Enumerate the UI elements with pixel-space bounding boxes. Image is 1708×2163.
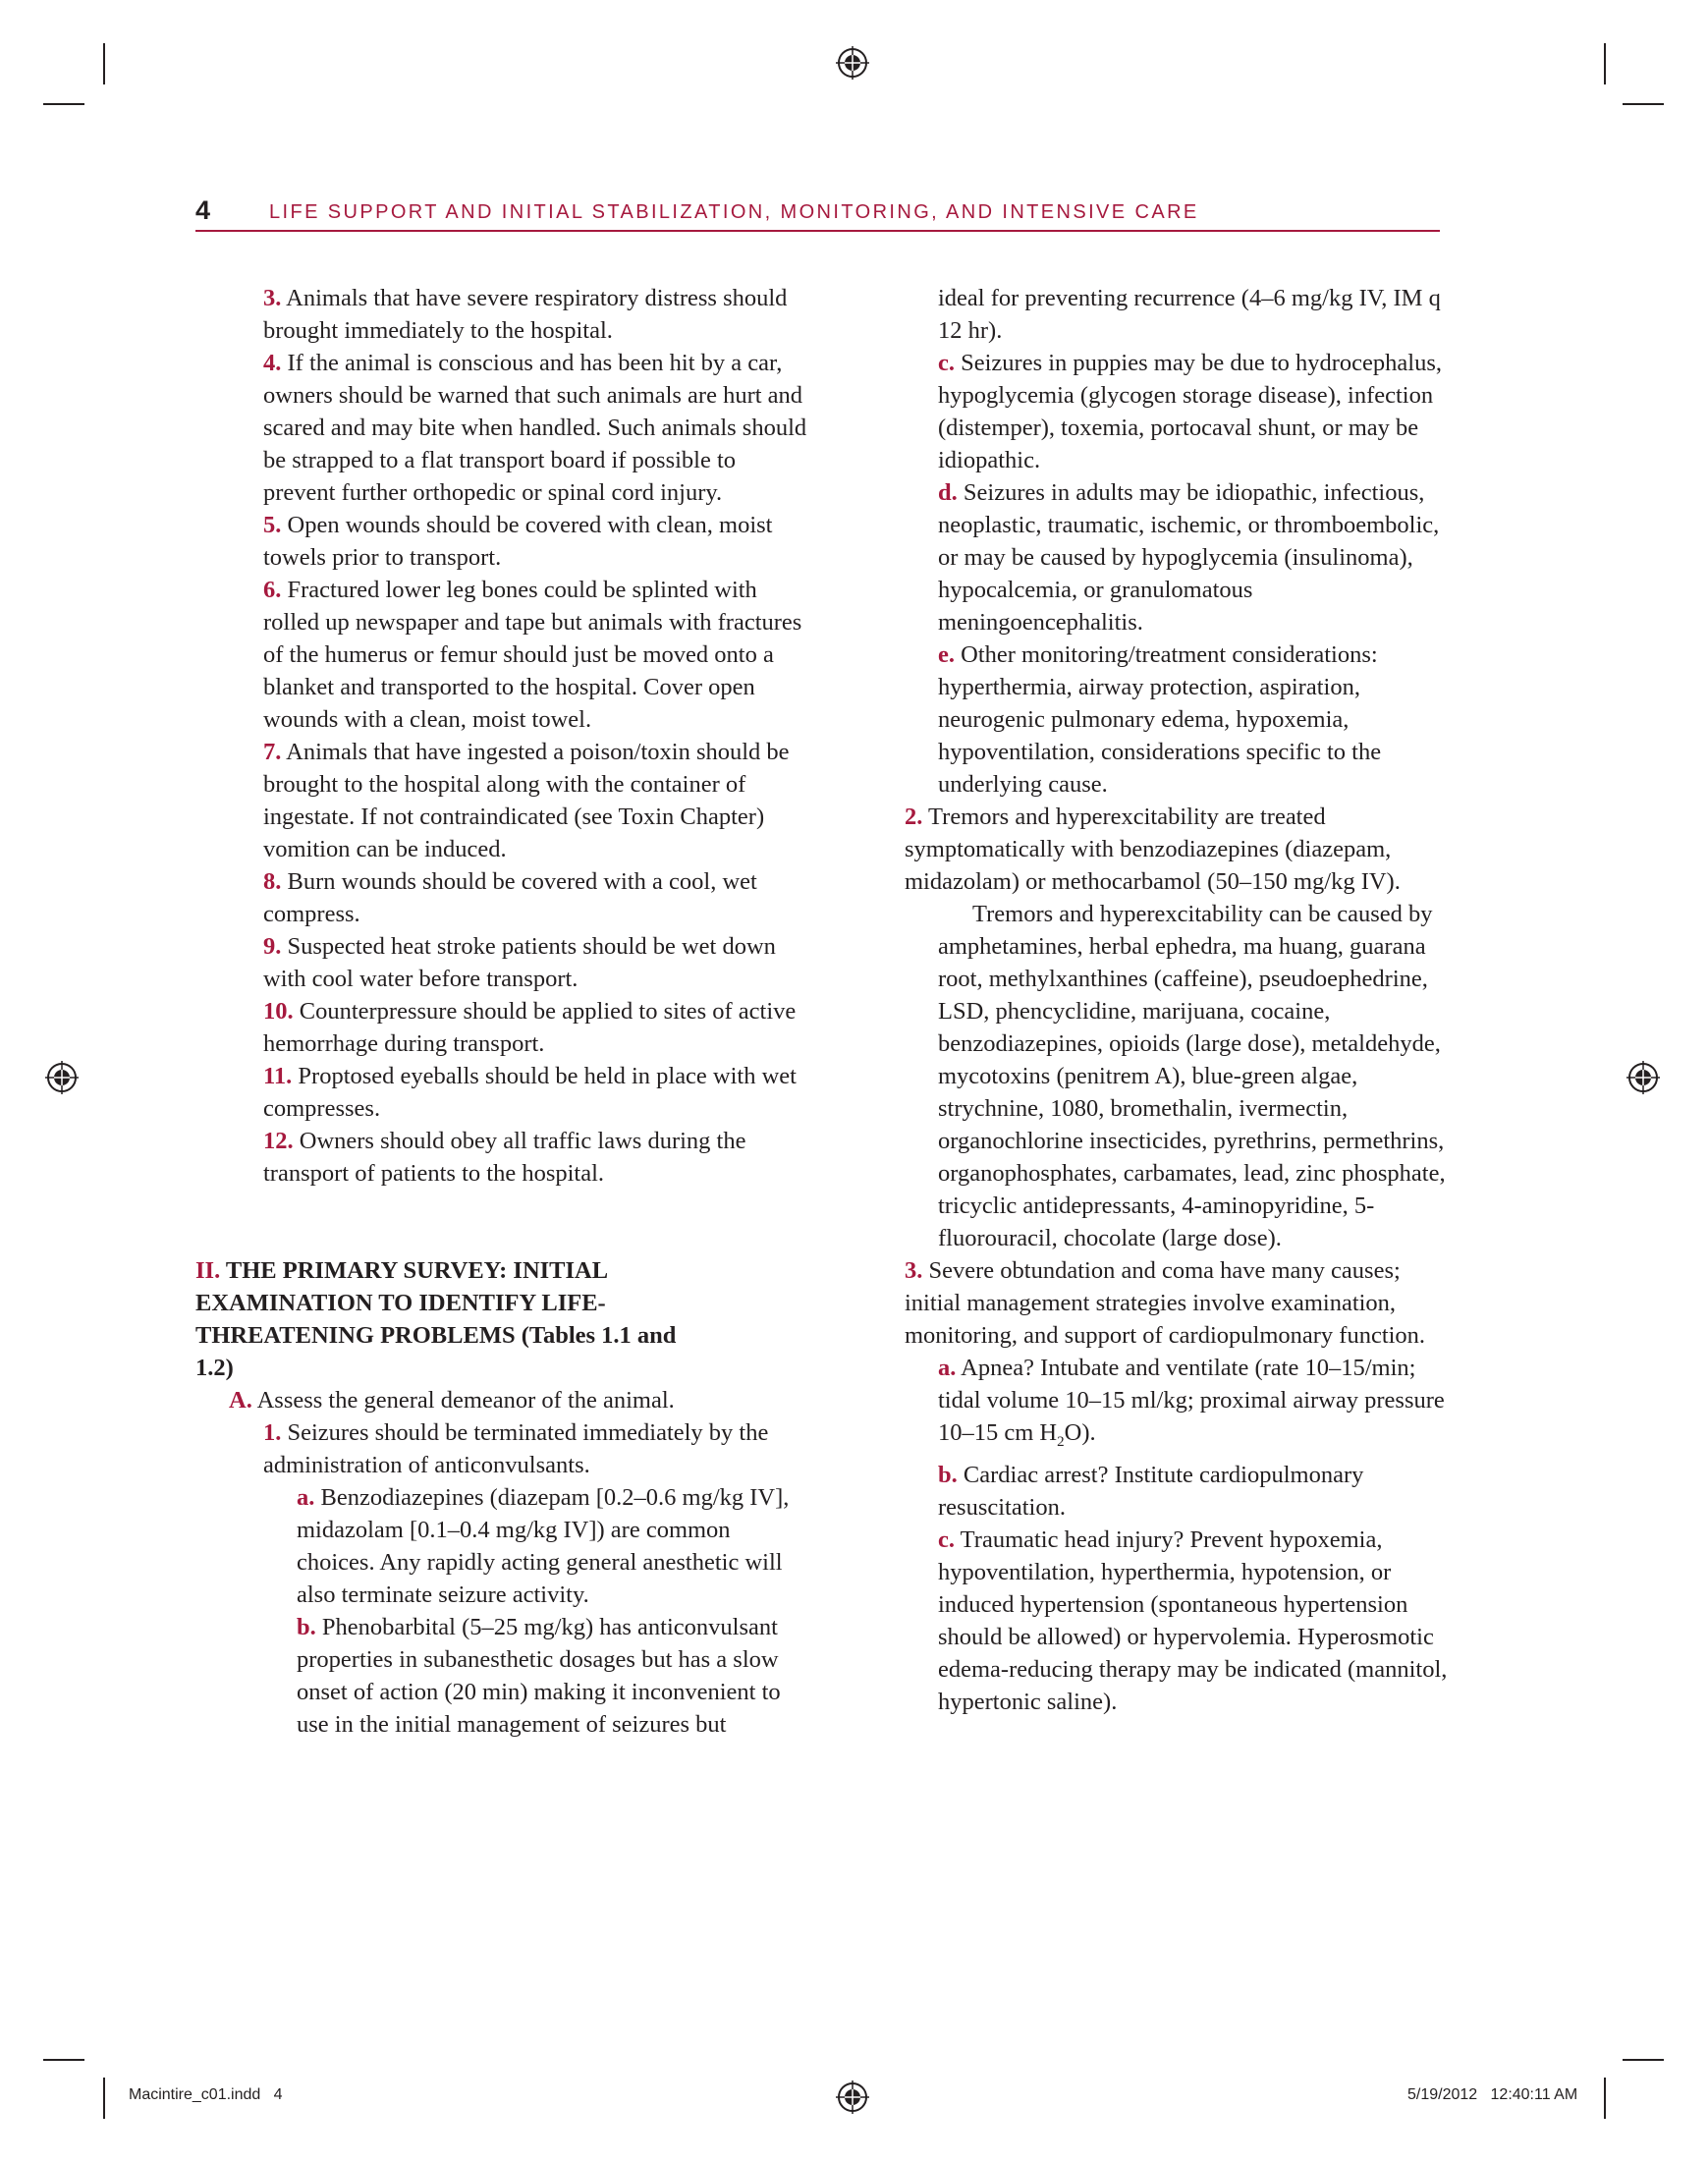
crop-mark-icon (1604, 43, 1606, 84)
list-item: e. Other monitoring/treatment considerations: hyperthermia, airway protection, aspiration, neurogenic pulmonary edema, hypoxemia, hypoventilation, considerations specific to the underlying cause. (938, 641, 1382, 798)
crop-mark-icon (1623, 103, 1664, 105)
footer-file-name: Macintire_c01.indd 4 (129, 2086, 283, 2103)
registration-mark-icon (836, 46, 869, 80)
registration-mark-icon (836, 2080, 869, 2114)
left-column (195, 282, 809, 1741)
list-item: 11. Proptosed eyeballs should be held in place with wet compresses. (263, 1063, 797, 1122)
crop-mark-icon (43, 103, 84, 105)
list-item: c. Seizures in puppies may be due to hydrocephalus, hypoglycemia (glycogen storage disease), infection (distemper), toxemia, portocaval shunt, or may be idiopathic. (938, 350, 1443, 473)
list-item: d. Seizures in adults may be idiopathic, infectious, neoplastic, traumatic, ischemic, or thromboembolic, or may be caused by hypoglycemia (insulinoma), hypocalcemia, or granulomatous meningoencephalitis. (938, 479, 1440, 636)
list-item: 8. Burn wounds should be covered with a cool, wet compress. (263, 868, 757, 927)
list-item: 3. Animals that have severe respiratory distress should brought immediately to the hospital. (263, 285, 788, 344)
registration-mark-icon (45, 1061, 79, 1094)
crop-mark-icon (1623, 2059, 1664, 2061)
crop-mark-icon (103, 2078, 105, 2119)
note-paragraph: Tremors and hyperexcitability can be caused by amphetamines, herbal ephedra, ma huang, guarana root, methylxanthines (caffeine), pseudoephedrine, LSD, phencyclidine, marijuana, cocaine, benzodiazepines, opioids (large dose), metaldehyde, mycotoxins (penitrem A), blue-green algae, strychnine, 1080, bromethalin, ivermectin, organochlorine insecticides, pyrethrins, permethrins, organophosphates, carbamates, lead, zinc phosphate, tricyclic antidepressants, 4-aminopyridine, 5-fluorouracil, chocolate (large dose). (938, 901, 1446, 1251)
list-item: ideal for preventing recurrence (4–6 mg/kg IV, IM q 12 hr). (938, 285, 1441, 344)
running-header: LIFE SUPPORT AND INITIAL STABILIZATION, MONITORING, AND INTENSIVE CARE (269, 201, 1199, 223)
list-item: 10. Counterpressure should be applied to sites of active hemorrhage during transport. (263, 998, 797, 1057)
header-rule (195, 230, 1440, 232)
list-item: 9. Suspected heat stroke patients should be wet down with cool water before transport. (263, 933, 776, 992)
crop-mark-icon (103, 43, 105, 84)
footer-timestamp: 5/19/2012 12:40:11 AM (1407, 2086, 1578, 2103)
right-column (905, 282, 1455, 1718)
list-item: 5. Open wounds should be covered with clean, moist towels prior to transport. (263, 512, 773, 571)
list-item: 7. Animals that have ingested a poison/toxin should be brought to the hospital along with the container of ingestate. If not contraindicated (see Toxin Chapter) vomition can be induced. (263, 739, 790, 862)
list-item: 12. Owners should obey all traffic laws during the transport of patients to the hospital. (263, 1128, 746, 1187)
list-item: A. Assess the general demeanor of the animal. (229, 1387, 675, 1414)
section-heading: II. THE PRIMARY SURVEY: INITIAL EXAMINATION TO IDENTIFY LIFE-THREATENING PROBLEMS (Tables 1.1 and 1.2) (195, 1257, 677, 1381)
list-item: c. Traumatic head injury? Prevent hypoxemia, hypoventilation, hyperthermia, hypotension, or induced hypertension (spontaneous hypertension should be allowed) or hypervolemia. Hyperosmotic edema-reducing therapy may be indicated (mannitol, hypertonic saline). (938, 1525, 1448, 1715)
page-number: 4 (195, 195, 211, 225)
list-item: 2. Tremors and hyperexcitability are treated symptomatically with benzodiazepines (diazepam, midazolam) or methocarbamol (50–150 mg/kg IV). (905, 804, 1401, 895)
list-item: 6. Fractured lower leg bones could be splinted with rolled up newspaper and tape but animals with fractures of the humerus or femur should just be moved onto a blanket and transported to the hospital. Cover open wounds with a clean, moist towel. (263, 577, 802, 733)
list-item: b. Cardiac arrest? Institute cardiopulmonary resuscitation. (938, 1461, 1364, 1521)
list-item: 4. If the animal is conscious and has been hit by a car, owners should be warned that such animals are hurt and scared and may bite when handled. Such animals should be strapped to a flat transport board if possible to prevent further orthopedic or spinal cord injury. (263, 350, 807, 506)
list-item: 1. Seizures should be terminated immediately by the administration of anticonvulsants. (263, 1419, 769, 1478)
list-item: a. Apnea? Intubate and ventilate (rate 10–15/min; tidal volume 10–15 ml/kg; proximal airway pressure 10–15 cm $H_2O$). (938, 1355, 1445, 1450)
list-item: 3. Severe obtundation and coma have many causes; initial management strategies involve examination, monitoring, and support of cardiopulmonary function. (905, 1257, 1426, 1349)
registration-mark-icon (1626, 1061, 1660, 1094)
list-item: a. Benzodiazepines (diazepam [0.2–0.6 mg/kg IV], midazolam [0.1–0.4 mg/kg IV]) are common choices. Any rapidly acting general anesthetic will also terminate seizure activity. (297, 1484, 790, 1608)
list-item: b. Phenobarbital (5–25 mg/kg) has anticonvulsant properties in subanesthetic dosages but has a slow onset of action (20 min) making it inconvenient to use in the initial management of seizures but (297, 1614, 781, 1738)
crop-mark-icon (43, 2059, 84, 2061)
crop-mark-icon (1604, 2078, 1606, 2119)
